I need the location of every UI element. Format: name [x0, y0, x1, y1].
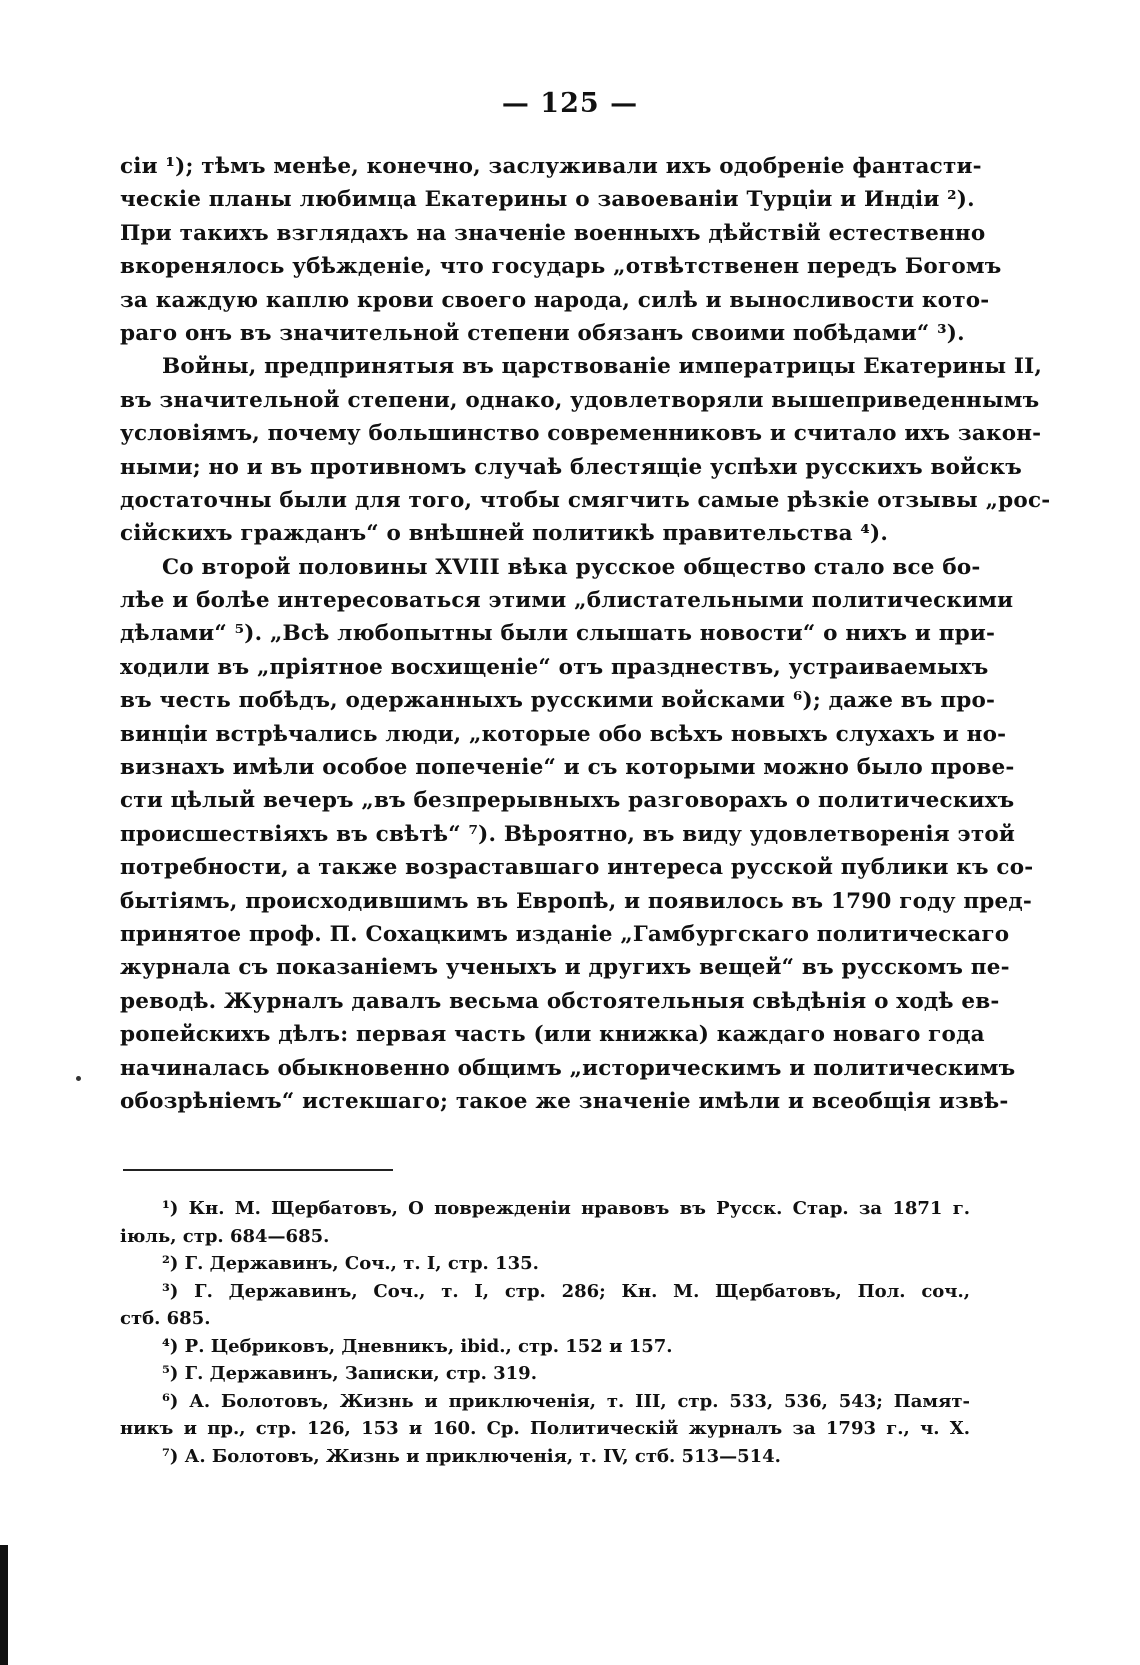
- text-line: дѣлами“ ⁵). „Всѣ любопытны были слышать новости“ о нихъ и при-: [120, 621, 996, 647]
- text-line: происшествіяхъ въ свѣтѣ“ ⁷). Вѣроятно, въ виду удовлетворенія этой: [120, 821, 1016, 847]
- footnote-separator: [123, 1169, 393, 1171]
- text-line: сти цѣлый вечеръ „въ безпрерывныхъ разговорахъ о политическихъ: [120, 788, 1015, 814]
- text-line: въ честь побѣдъ, одержанныхъ русскими войсками ⁶); даже въ про-: [120, 688, 996, 714]
- footnote-line: ⁷) А. Болотовъ, Жизнь и приключенія, т. IV, стб. 513—514.: [162, 1445, 781, 1467]
- text-line: потребности, а также возраставшаго интереса русской публики къ со-: [120, 855, 1034, 881]
- text-line: ходили въ „пріятное восхищеніе“ отъ празднествъ, устраиваемыхъ: [120, 654, 989, 680]
- text-line: визнахъ имѣли особое попеченіе“ и съ которыми можно было прове-: [120, 755, 1015, 781]
- footnotes: [120, 1195, 970, 1470]
- text-line: раго онъ въ значительной степени обязанъ своими побѣдами“ ³).: [120, 320, 965, 346]
- text-line: бытіямъ, происходившимъ въ Европѣ, и появилось въ 1790 году пред-: [120, 888, 1033, 914]
- text-line: Со второй половины XVIII вѣка русское общество стало все бо-: [162, 554, 981, 580]
- text-line: лѣе и болѣе интересоваться этими „блистательными политическими: [120, 588, 1014, 614]
- footnote-line: никъ и пр., стр. 126, 153 и 160. Ср. Политическій журналъ за 1793 г., ч. X.: [120, 1418, 970, 1439]
- text-line: Войны, предпринятыя въ царствованіе императрицы Екатерины II,: [162, 354, 1043, 380]
- text-line: реводѣ. Журналъ давалъ весьма обстоятельныя свѣдѣнія о ходѣ ев-: [120, 988, 1000, 1014]
- footnote-line: стб. 685.: [120, 1308, 211, 1329]
- text-line: начиналась обыкновенно общимъ „историческимъ и политическимъ: [120, 1055, 1016, 1081]
- text-line: вкоренялось убѣжденіе, что государь „отвѣтственен передъ Богомъ: [120, 254, 1002, 280]
- footnote-line: ⁶) А. Болотовъ, Жизнь и приключенія, т. III, стр. 533, 536, 543; Памят-: [162, 1390, 970, 1412]
- text-line: сійскихъ гражданъ“ о внѣшней политикѣ правительства ⁴).: [120, 521, 889, 547]
- text-line: винціи встрѣчались люди, „которые обо всѣхъ новыхъ слухахъ и но-: [120, 721, 1007, 747]
- text-line: условіямъ, почему большинство современниковъ и считало ихъ закон-: [120, 421, 1042, 447]
- page-number: — 125 —: [501, 88, 639, 119]
- footnote-line: ¹) Кн. М. Щербатовъ, О поврежденіи нравовъ въ Русск. Стар. за 1871 г.: [162, 1198, 970, 1219]
- footnote-line: іюль, стр. 684—685.: [120, 1225, 330, 1247]
- text-line: ными; но и въ противномъ случаѣ блестящіе успѣхи русскихъ войскъ: [120, 454, 1022, 480]
- text-line: сіи ¹); тѣмъ менѣе, конечно, заслуживали ихъ одобреніе фантасти-: [120, 154, 982, 179]
- text-line: въ значительной степени, однако, удовлетворяли вышеприведеннымъ: [120, 387, 1040, 413]
- footnote-line: ²) Г. Державинъ, Соч., т. I, стр. 135.: [162, 1253, 539, 1274]
- text-line: ропейскихъ дѣлъ: первая часть (или книжка) каждаго новаго года: [120, 1022, 985, 1048]
- text-line: принятое проф. П. Сохацкимъ изданіе „Гамбургскаго политическаго: [120, 921, 1010, 947]
- text-line: журнала съ показаніемъ ученыхъ и другихъ вещей“ въ русскомъ пе-: [120, 955, 1010, 981]
- text-line: достаточны были для того, чтобы смягчить самые рѣзкіе отзывы „рос-: [120, 487, 1051, 513]
- text-line: за каждую каплю крови своего народа, силѣ и выносливости кото-: [120, 287, 990, 313]
- scan-edge-mark: [0, 1545, 8, 1665]
- scan-speck: [76, 1076, 81, 1081]
- text-line: обозрѣніемъ“ истекшаго; такое же значеніе имѣли и всеобщія извѣ-: [120, 1088, 1009, 1114]
- footnote-line: ³) Г. Державинъ, Соч., т. I, стр. 286; Кн. М. Щербатовъ, Пол. соч.,: [162, 1280, 970, 1302]
- text-line: При такихъ взглядахъ на значеніе военныхъ дѣйствій естественно: [120, 220, 986, 246]
- footnote-line: ⁴) Р. Цебриковъ, Дневникъ, ibid., стр. 152 и 157.: [162, 1335, 673, 1357]
- main-text: [120, 150, 1051, 1118]
- text-line: ческіе планы любимца Екатерины о завоеваніи Турціи и Индіи ²).: [120, 187, 975, 213]
- footnote-line: ⁵) Г. Державинъ, Записки, стр. 319.: [162, 1363, 537, 1384]
